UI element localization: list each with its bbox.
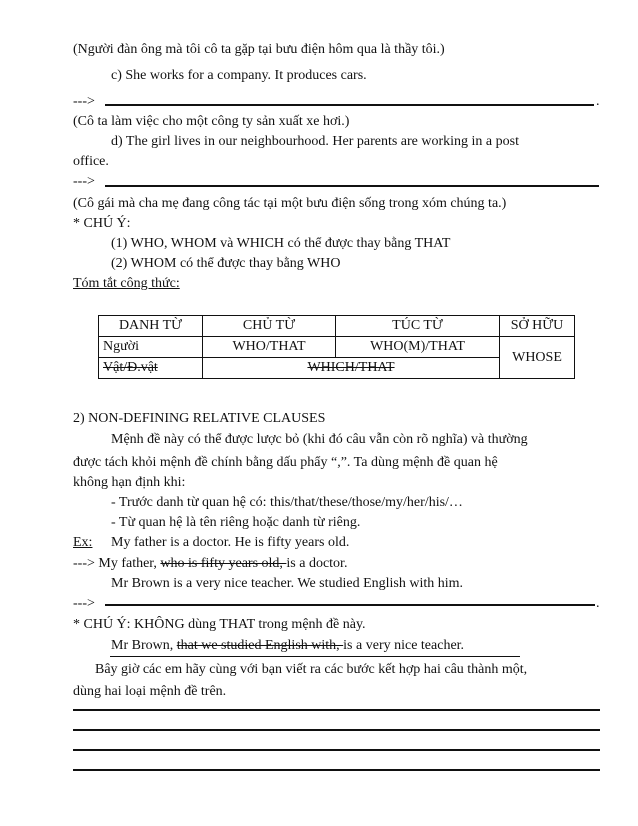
exercise-d: d) The girl lives in our neighbourhood. Her parents are working in a post [111,134,519,149]
text-line: (Cô gái mà cha mẹ đang công tác tại một bưu điện sống trong xóm chúng ta.) [73,196,507,211]
example-text: My father is a doctor. He is fifty years old. [111,535,350,550]
example-label: Ex: [73,535,93,550]
summary-table [98,315,575,379]
table-cell: WHO(M)/THAT [336,337,500,358]
summary-heading: Tóm tắt công thức: [73,276,180,291]
writing-line[interactable] [73,729,600,731]
text-line: (Cô ta làm việc cho một công ty sản xuất xe hơi.) [73,114,350,129]
paragraph-line: không hạn định khi: [73,475,186,490]
table-header: DANH TỪ [99,316,203,337]
paragraph-line: Bây giờ các em hãy cùng với bạn viết ra các bước kết hợp hai câu thành một, [95,662,528,677]
paragraph-line: được tách khỏi mệnh đề chính bằng dấu phẩy “,”. Ta dùng mệnh đề quan hệ [73,455,498,470]
period-mark: . [596,596,600,611]
table-header-row [99,316,575,337]
example-answer-start: ---> My father, [73,556,161,571]
note-item: (2) WHOM có thể được thay bằng WHO [111,256,341,271]
writing-line[interactable] [73,749,600,751]
table-cell: WHICH/THAT [203,358,500,379]
section-heading: 2) NON-DEFINING RELATIVE CLAUSES [73,411,326,426]
struck-clause: that we studied English with, [176,638,344,653]
table-cell: Vật/Đ.vật [99,358,203,379]
table-header: TÚC TỪ [336,316,500,337]
example-answer [73,556,347,572]
paragraph-line: Mệnh đề này có thể được lược bỏ (khi đó câu vẫn còn rõ nghĩa) và thường [111,432,528,447]
underline-rule [110,656,520,657]
paragraph-line: dùng hai loại mệnh đề trên. [73,684,227,699]
table-cell: Người [99,337,203,358]
text-line: (Người đàn ông mà tôi cô ta gặp tại bưu điện hôm qua là thầy tôi.) [73,42,445,57]
bullet-item: - Từ quan hệ là tên riêng hoặc danh từ riêng. [111,515,361,530]
note-heading: * CHÚ Ý: [73,216,131,231]
exercise-text: Mr Brown is a very nice teacher. We studied English with him. [111,576,464,591]
arrow-marker: ---> [73,596,95,611]
table-cell: WHO/THAT [203,337,336,358]
arrow-marker: ---> [73,94,95,109]
period-mark: . [596,94,600,109]
answer-line[interactable] [105,604,595,606]
exercise-c: c) She works for a company. It produces cars. [111,68,367,83]
struck-clause: who is fifty years old, [160,556,287,571]
wrong-example-end: is a very nice teacher. [343,638,465,653]
table-header: SỞ HỮU [500,316,575,337]
arrow-marker: ---> [73,174,95,189]
answer-line[interactable] [105,185,599,187]
example-answer-end: is a doctor. [286,556,348,571]
table-row [99,337,575,358]
writing-line[interactable] [73,769,600,771]
writing-line[interactable] [73,709,600,711]
note-item: (1) WHO, WHOM và WHICH có thể được thay bằng THAT [111,236,451,251]
answer-line[interactable] [105,104,594,106]
table-cell: WHOSE [500,337,575,379]
table-header: CHỦ TỪ [203,316,336,337]
wrong-example-start: Mr Brown, [111,638,177,653]
text-line: office. [73,154,109,169]
note-heading: * CHÚ Ý: KHÔNG dùng THAT trong mệnh đề này. [73,617,366,632]
bullet-item: - Trước danh từ quan hệ có: this/that/these/those/my/her/his/… [111,495,463,510]
wrong-example [111,638,464,654]
